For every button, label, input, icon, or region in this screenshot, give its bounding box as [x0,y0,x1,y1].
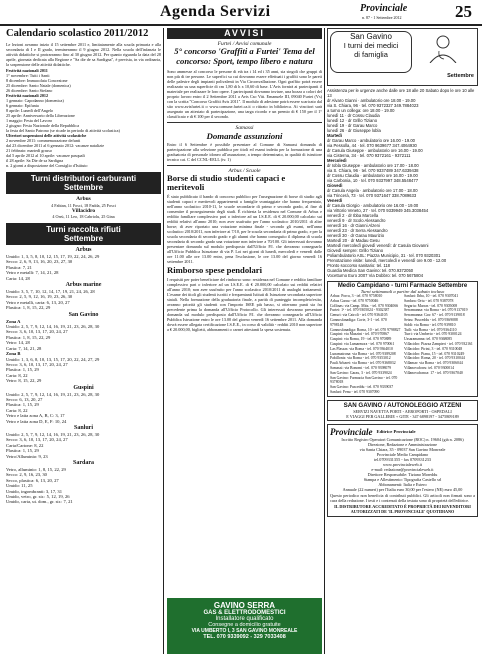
arbus-kicker: Arbus / Scuole [228,167,261,174]
farmacia-entry: Serramanna: via Roma - tel. 070 9137019 [404,308,468,313]
rifiuti-line: Umido: 2, 5, 7, 9, 12, 14, 16, 19, 21, 23, 26, 28, 30 [6,431,100,437]
rifiuti-line: Umido: 3, 5, 7, 10, 12, 14, 17, 19, 21, 24, 26, 28 [6,289,95,295]
farmacia-entry: Gonnosfanadiga: Roma, 10 - tel. 070 9798827 [330,327,401,332]
colophon-head [330,427,475,437]
farmacia-entry: Collinas: via Camp. Mitz. - tel. 070 9304066 [330,303,399,308]
medici-subtitle: di famiglia [354,50,388,59]
colophon-line: Direzione, Redazione e Amministrazione [367,441,438,447]
medici-line: Pronto soccorso sanitario: tel. 118 [327,263,391,268]
farmacia-entry: Sanluri: Ibba, 10 - tel. 070 9307041 [404,294,459,298]
colophon-box [327,424,478,517]
rifiuti-month: Settembre [63,234,104,243]
medici-line: via Pessolla, 44 · tel. 070 9639677 347.4064930 [327,143,417,148]
rifiuti-line: Secco, plastica: 6, 13, 20, 27 [6,477,59,483]
rifiuti-line: Carta: 8, 22 [6,407,28,413]
rifiuti-town: Sanluri [73,424,93,431]
medici-title-box [330,31,412,73]
farmacie-left [330,294,401,395]
rifiuti-town: Arbus marine [65,282,102,289]
section-title: Agenda Servizi [160,3,271,20]
rifiuti-line: Zona A [6,318,21,324]
medici-line: Mercoledì [327,158,347,163]
rifiuti-line: Umido, vetro, gr. str.: 5, 12, 19, 26 [6,494,70,500]
calendar-line: 8 dicembre: Immacolata Concezione [6,78,68,83]
medici-line: venerdì 9 · dr Scolo Alessandro [327,218,386,223]
rifiuti-line: Carta/Cartone: 8, 22 [6,442,44,448]
farmacia-entry: Sanluri: Fenu - tel. 070 9307090 [330,389,380,394]
calendar-line: 8 aprile: Lunedì dell'Angelo [6,108,54,113]
farmacia-entry: Furtei: 1ª - tel. 070 9305024 - 9302387 [330,308,390,313]
medici-line: dr Casula Giuseppe · ambulatorio ore 16.00 - 19.00 [327,148,423,153]
farmacia-entry: Pabillonis: via Roma - tel. 070 9353012 [330,356,391,361]
distributori-town: Arbus [76,196,91,202]
medici-line: via Vittorio Veneto, 27 · tel. 070 9339949 345.3038454 [327,208,429,213]
colophon-line: Abbonamenti: Italia e Estero [378,481,427,487]
medici-town: San Gavino [350,32,392,41]
rifiuti-line: Secco: 3, 6, 10, 13, 17, 20, 24, 27 [6,361,68,367]
rifiuti-town: Guspini [73,384,94,391]
distributori-month: Settembre [63,183,104,192]
medici-line: venerdì 2 · dr Ibba Marcella [327,213,379,218]
farmacia-entry: Villacidro: Roma, 20 - tel. 070 9310044 [404,356,465,361]
farmacia-entry: Sardara: Ortu - tel. 070 9387078 [404,298,454,303]
calendar-line: 21 febbraio: martedì grasso [6,148,52,153]
ad-line2: Consegne a domicilio gratuite [208,622,281,628]
rifiuti-line: Plastica: 1, 15, 29 [6,402,39,408]
rifiuti-town: Arbus [75,247,92,253]
farmacia-entry: Villacidro: Pianu, 15 - tel. 070 9310249 [404,351,465,356]
issue-line: n. 87 - 1 Settembre 2012 [362,15,402,20]
medici-line: lunedì 11 · dr Cossu Claudia [327,113,380,118]
distributori-header [6,172,161,194]
rifiuti-line: Vetro: 8, 15, 22, 29 [6,378,42,384]
farmacia-entry: Lunamatrona: via Roma - tel. 070 9389208 [330,351,396,356]
farmacia-entry: Villanovafranca: 17 - tel. 070 9367040 [404,370,463,375]
farmacia-entry: Guspini: via Lamarmora - tel. 070 970061 [330,341,395,346]
medici-line: dr Casula Giorgio · ambulatorio ore 16.00 - 19.00 [327,203,419,208]
colophon-line: Provinciale Medio Campidano [376,451,429,457]
farmacie-subtitle: Turni settimanali a partire dal sabato incluso [360,289,445,294]
rifiuti-title: Turni raccolta rifiuti [46,225,121,234]
furtei-headline: 5° concorso 'Graffiti a Furtei' Tema del concorso: Sport, tempo libero e natura [174,46,315,66]
farmacia-entry: Setzu: Pusceddu - tel. 070 9369088 [404,317,458,322]
rifiuti-line: Secco: 3, 6, 10, 13, 17, 20, 24, 27 [6,437,68,443]
rifiuti-line: Plastica: 1, 15, 29 [6,448,39,454]
medici-header-box [327,28,478,86]
header [0,0,482,26]
medici-line: Martedì [327,133,342,138]
medici-month: Settembre [447,73,474,79]
medici-line: dr Iobla Giuseppe · ambulatorio ore 17.00 - 18.00 [327,163,419,168]
farmacia-entry: San Gavino: Farmacia San Gavino - tel. 070 9378018 [330,375,398,385]
colophon-line: Annuale (22 numeri) per l'Italia euro 30,00 per l'estero (NE) euro 45,00 [342,486,463,492]
medici-line: venerdì 30 · dr Garau Maurizio [327,233,385,238]
calendar-line: 6 gennaio: Epifania [6,103,39,108]
rifiuti-line: Umido, carta, ut. dom., gr. str.: 7, 21 [6,499,73,505]
medici-line: venerdì 16 · dr Gianni Alzeni [327,223,380,228]
farmacia-entry: Siddi: via Roma - tel. 070 939810 [404,322,456,327]
rifiuti-town: San Gavino [68,311,99,318]
medici-line: Giovedì sempre: Grillo Tiziano [327,248,384,253]
left-column [6,28,161,654]
distributori-town: Villacidro [71,207,96,214]
furtei-body: Sono ammesse al concorso le persone di età tra i 14 ed i 35 anni, sia singoli che gruppi di non più di tre persone. Le superfici su cui dovranno essere effettuati i graffiti sono le pareti delle palestre degli impianti polivalenti in Via Circonvallazione. Ogni graffito potrà essere realizzato su una superficie di cm 1,80 di h x 10,60 di base. L'Avis fornirà ai partecipanti il materiale per realizzare le loro opere. I partecipanti dovranno inviare, una bozza a colori del proprio lavoro entro il 2 Settembre 2011 a Avis Cso Vitt. Emanuele III, 09040 Furtei (Vs) con la scritta "Concorso Graffiti Avis 2011". Il modulo di adesione potrà essere scaricato dal sito www.avisfurtei.it o www.comune.furtei.ca.it o ritirato in biblioteca. Ai vincitori sarà assegnato un attestato di partecipazione, una targa ricordo e un premio di € 150 per il 1° classificato e di € 100 per il secondo. [167,68,322,119]
rifiuti-line: Plastica: 7, 21 [6,264,32,270]
right-column [327,28,478,654]
medici-line: Vocetturno Euro 2007 Via Dobbro: tel. 070 5675804 [327,273,424,278]
rifiuti-line: Umido: 2, 5, 7, 9, 12, 14, 16, 19, 21, 23, 26, 28, 30 [6,391,100,397]
colophon-line: Direttore Responsabile: Tiziano Moreddu [367,471,438,477]
farmacia-entry: Arbus Garau - tel. 070 9750046 [330,298,379,303]
ad-line1: Installatore qualificato [215,616,274,622]
medici-list [327,98,478,278]
calendar-list [6,68,161,168]
medici-line: dr Alvaro Gianni · ambulatorio ore 18.00 - 19.00 [327,98,416,103]
rifiuti-line: Zona B [6,351,21,357]
samassi-headline: Domande assunzioni [206,130,283,141]
colophon-note: Questo periodico non beneficia di contributi pubblici. Gli articoli non firmati sono a cura della redazione. I testi e i contenuti della testata sono di proprietà dell'editrice. [330,492,475,503]
autonoleggio-line1: SERVIZI NAVETTA PORTI - AEROPORTI - OSPEDALI [353,408,452,414]
farmacie-columns [330,294,475,395]
rifiuti-line: Carta: 7, 14, 21, 28 [6,345,42,351]
rifiuti-line: Umido: 1, 3, 6, 8, 10, 13, 15, 17, 20, 22, 24, 27, 29 [6,356,100,362]
calendar-line: 1 maggio: Festa del Lavoro [6,118,53,123]
medici-line: Prenotazione visite: lunedì, mercoledì e venerdì ore 9.00 - 12.00 [327,258,447,263]
rifiuti-town: Sardara [73,460,94,466]
arbus-body: È stato pubblicato il bando di concorso pubblico per l'assegnazione di borse di studio agli studenti capaci e meritevoli appartenenti a famiglie svantaggiate che hanno frequentato, nell'anno scolastico 2010-11, le scuole secondarie di primo e secondo grado, al fine di consentire il proseguimento degli studi. È richiesta la residenza nel Comune di Arbus e reddito familiare complessivo pari o inferiore ad un I.S.E.E. di € 20.000,00 calcolato sui redditi relativi all'anno 2010; non aver usufruito per l'anno scolastico 2010/2011 di altre borse; di aver riportato una votazione minima finale - secondo gli esami, nell'anno scolastico 2010/2011, non inferiore ai 7/10, per le scuola secondaria di primo grado, e per la scuola secondaria di secondo grado e gli alunni che hanno conseguito il diploma di scuola secondaria di secondo grado una votazione non inferiore a 70/100. Gli interessati dovranno presentare domanda sul modulo predisposto dall'Ufficio P.I. che dovranno consegnarlo all'Ufficio Pubblica Istruzione di via P. Loi nei giorni di lunedì, mercoledì e venerdì dalle ore 11.00 alle ore 13.00 entro, pena l'esclusione, le ore 13.00 del giorno venerdì 16 settembre 2011. [167,194,322,265]
farmacia-entry: Tuili: via Roma - tel. 070 9364110 [404,327,457,332]
colophon-logo: Provinciale [330,426,373,437]
medici-line: via Carbonia, 10 · tel. 070 9337997 348.5548477 [327,178,419,183]
distributori-days: 4 Orrù, 11 Leo, 18 Cabriolu, 25 Gina [52,214,115,219]
arbus-headline: Borse di studio studenti capaci e meritevoli [167,172,286,193]
doctor-illustration [418,33,468,63]
rifiuti-line: Secco: 6, 13, 20, 27 [6,396,43,402]
rifiuti-line: Vetro/Alluminio: 9, 23 [6,453,48,459]
calendar-line: il 28 aprile: Sa Die de sa Sardigna [6,158,64,163]
medici-line: lunedì 12 · dr Grillo Tiziano [327,118,378,123]
rifiuti-line: Secco: 2, 6, 9, 13, 16, 20, 23, 27, 30 [6,259,73,265]
farmacia-entry: Turri: via Umberto - tel. 070 9300124 [404,332,462,337]
medici-line: Poliambulatorio ASL: Piazza Municipio, 31 · tel. 070 9320301 [327,253,441,258]
rifiuti-line: Vetro e latta zona D, E, F: 10, 24 [6,418,67,424]
rimborso-body: I requisiti per poter beneficiare del rimborso sono: residenza nel Comune e reddito familiare complessivo pari o inferiore ad un I.S.E.E. di € 20.000,00 calcolato sui redditi relativi all'anno 2010; non aver usufruito per l'anno scolastico 2010/2011 di analoghi trattamenti. L'esame dei titoli gli studenti iscritti e frequentanti Istituti di Istruzione secondaria superiore statali. Nella formazione della graduatoria finale, a parità di punteggio incompleto/esito, avranno priorità gli studenti con l'importo ISEE più basso, si otterrano punti sia fra precedente prima la domanda all'Ufficio Protocollo. Gli interessati dovranno presentare domanda sul modulo predisposto dall'Ufficio P.I. che dovranno consegnarlo all'Ufficio Pubblica Istruzione entro le ore 13.00 del giorno venerdì 16 settembre 2011. Alla domanda dovrà essere allegata certificazione I.S.E.E., in corso di validità - redditi 2010 non superiore a € 20.000,00, biglietti, abbonamenti o carnet attestanti la spesa sostenuta. [167,276,322,332]
medici-line: Giovedì [327,183,343,188]
rifiuti-line: Umido: 11, 25 [6,483,33,489]
rifiuti-header [6,223,161,245]
farmacia-entry: Samassi: via Bonomi - tel. 070 9398079 [330,365,392,370]
medici-line: dr Casula Angela · ambulatorio ore 17.00 - 18.00 [327,188,418,193]
medici-line: via Cisterna, 34 · tel. 070 9372161 - 9372111 [327,153,411,158]
ad-title: GAVINO SERRA [213,601,276,610]
medici-line: via Trincerà, 73 · tel. 070 9371647 338.7089633 [327,193,417,198]
rimborso-headline: Rimborso spese pendolari [167,265,263,276]
middle-column [167,28,322,654]
rifiuti-line: Plastica: 1, 8, 15, 22, 29 [6,305,51,311]
farmacia-entry: Villanovaforru: tel. 070 9300014 [404,365,454,370]
furtei-kicker: Furtei / Avvisi comunale [217,41,272,47]
autonoleggio-title: SAN GAVINO / AUTONOLEGGIO ATZENI [343,401,462,409]
medici-line: venerdì 23 · dr Serra Alessandro [327,228,388,233]
autonoleggio-ad [327,400,478,421]
rifiuti-line: Secco: 3, 6, 10, 13, 17, 20, 24, 27 [6,329,68,335]
rifiuti-line: Umido, ingombranti: 3, 17, 31 [6,488,63,494]
farmacia-entry: San Gavino: Pusceddu - tel. 070 9339037 [330,385,394,390]
farmacie-box [327,281,478,397]
colophon-line: Stampa e Allestimento: Tipografia Castello srl [363,476,442,482]
colophon-line: www.provincialeweb.it [382,461,423,467]
calendar-line: 25 aprile: Anniversario della Liberazione [6,113,75,118]
rifiuti-line: Vetro: 14, 28 [6,340,30,346]
medici-line: via S. Chiara, 96 · tel. 070 9337489 347.6339438 [327,168,419,173]
medici-line: Venerdì [327,198,343,203]
medici-line: dr Cossu Claudia · ambulatorio ore 16.00 - 19.00 [327,173,418,178]
rifiuti-line: Secco: 2, 9, 16, 23, 30 [6,472,47,478]
gavino-serra-ad [167,598,322,654]
samassi-kicker: Samassi [235,124,254,131]
farmacia-entry: Villamar: via Roma - tel. 070 9306044 [404,361,463,366]
calendar-line: 25 dicembre: Santo Natale (domenica) [6,83,71,88]
doctor-icon [418,33,468,63]
medici-title: I turni dei medici [343,41,399,50]
rifiuti-list [6,247,161,505]
colophon-editrice: Editrice Provinciale [376,429,416,435]
ad-line3: VIA UMBERTO I, 3 SAN GAVINO MONREALE [191,628,298,634]
page-number: 25 [455,2,472,21]
farmacia-entry: San Gavino: Garau, 3 - tel. 070 9339024 [330,370,392,375]
calendar-line: Festività nazionali 2011 [6,68,48,73]
ad-sub: GAS & ELETTRODOMESTICI [203,610,286,616]
calendar-line: la festa del Santo Patrono (se ricade in periodo di attività scolastica) [6,128,120,133]
medici-intro: Assistenza per le urgenze anche dalle ore 18 alle 20 Sabato dopo le ore 10 alle 13 [327,88,475,98]
farmacie-title: Medio Campidano - turni Farmacie Settembre [337,283,468,289]
medici-line: lunedì 19 · dr Garau Marco [327,123,378,128]
farmacia-entry: Ussaramanna: tel. 070 9368085 [404,337,453,342]
rifiuti-line: Vetro e metalli: 7, 14, 21, 28 [6,270,59,276]
autonoleggio-line2: E VIAGGI PER GALLERIE + GITE - 347 6898197 - 3475809189 [346,413,459,419]
colophon-line: tel.0709331355 - fax 0709331233 [374,456,431,462]
colophon-line: via Santa Chiara, 35 - 09037 San Gavino Monreale [359,446,446,452]
rifiuti-line: Vetro e latta zona A, B, C: 3, 17 [6,413,65,419]
rifiuti-line: Umido: 2, 5, 7, 9, 12, 14, 16, 19, 21, 23, 26, 28, 30 [6,324,100,330]
calendar-title: Calendario scolastico 2011/2012 [6,28,149,39]
calendar-line: n. 2 giorni a disposizione del Consiglio d'Istituto [6,163,88,168]
rifiuti-line: Vetro e metalli, carta: 6, 13, 20, 27 [6,299,70,305]
calendar-line: 2 novembre 2011: commemorazione defunti [6,138,81,143]
colophon-line: e-mail: redazione@provincialeweb.it [371,466,434,472]
medici-line: lunedì 26 · dr Giuseppe lobla [327,128,381,133]
calendar-intro: Le lezioni avranno inizio il 15 settembre 2011 e, limitatamente alla scuola primaria e alla secondaria di I e II grado, termineranno il 9 giugno 2012. Nella scuola dell'infanzia le attività didattiche si protrarranno fino al 30 giugno 2012. Per quanto riguarda la data del 28 aprile, giornata dedicata alla Regione e "Sa die de sa Sardigna", è prevista, in via ordinaria, la sospensione delle attività didattiche. [6,42,161,67]
farmacia-entry: Segariu: Marras - tel. 070 9305008 [404,303,458,308]
samassi-body: Entro il 6 Settembre è possibile presentare al Comune di Samassi domanda di partecipazione alla selezione pubblica per titoli ed esami indetta per la formazione di una graduatoria di personale idoneo all'assunzione, a tempo determinato, in qualità di istruttore tecnico cat. C del CCNL-EELL (tv. 1) [167,141,322,162]
medici-line: Martedì mercoledì giovedì venerdì: dr Casula Giovanni [327,243,429,248]
logo: Provinciale [360,3,408,14]
farmacia-entry: Guspini: via Roma, 19 - tel. 070 970889 [330,337,392,342]
calendar-line: 1 gennaio: Capodanno (domenica) [6,98,64,103]
rifiuti-line: Vetro, alluminio: 1, 8, 15, 22, 29 [6,467,66,472]
farmacia-entry: Villacidro: Pirini, 3 - tel. 070 9310048 [404,346,463,351]
farmacia-entry: Serramanna: Gav. 67 - tel. 070 9139018 [404,313,465,318]
farmacia-entry: Genuri: via Cairoli - tel. 070 9364105 [330,313,388,318]
farmacia-entry: Guspini: via Mazzini - tel. 070 970867 [330,332,389,337]
calendar-line: Festività nazionali 2012 [6,93,49,98]
distributori-title: Turni distributori carburanti [30,174,137,183]
avvisi-header: AVVISI [167,28,322,39]
calendar-line: Ulteriori sospensioni delle attività scolastiche [6,133,87,138]
medici-line: a turno un collega: ore 18.00 - 19.00 [327,108,395,113]
calendar-line: dal 23 dicembre 2011 al 6 gennaio 2012: vacanze natalizie [6,143,105,148]
colophon-footer: IL DISTRIBUTORE ACCREDITATO È PROPRIETÀ DEI RIVENDITORI AUTORIZZATI DE 'IL PROVINCIALE' QUOTIDIANO [334,503,471,514]
distributori-days: 4 Fabian, 11 Fosci, 18 Fadda, 25 Fosci [51,202,116,208]
calendar-line: dal 5 aprile 2012 al 10 aprile: vacanze pasquali [6,153,85,158]
colophon-list [330,442,475,492]
medici-line: via S. Chiara, 96 · tel. 070 9372327 349.7884023 [327,103,419,108]
rifiuti-line: Plastica: 1, 15, 29 [6,367,39,373]
colophon-reg: Iscritto Registro Operatori Comunicazione (ROC) n. 19604 (già n. 2086) [341,436,464,442]
rifiuti-line: Plastica: 1, 8, 15, 22, 29 [6,334,51,340]
farmacia-entry: Arbus: Porru, 3 - tel. 070 9758010 [330,294,383,298]
calendar-line: 26 dicembre: Santo Stefano [6,88,53,93]
medici-line: Martedì 20 · dr Madau Gesu [327,238,380,243]
rifiuti-line: Carta: 8, 22 [6,372,28,378]
farmacia-entry: Las Plassas: via Roma - tel. 070 9364010 [330,346,393,351]
farmacia-entry: Gonnosfanadiga: Corte, 3-1 - tel. 070 9798148 [330,317,387,327]
medici-line: dr Garau Marco · ambulatorio ore 16.00 - 19.00 [327,138,415,143]
farmacia-entry: Pauli Arbarei: via Roma - tel. 070 9368032 [330,361,396,366]
farmacia-entry: Villacidro: Piazza Zampieri - tel. 070 932161 [404,341,473,346]
rifiuti-line: Secco: 2, 5, 9, 12, 16, 19, 23, 26, 30 [6,294,73,300]
rifiuti-line: Carta: 14, 28 [6,275,30,281]
distributori-list [6,196,161,219]
farmacie-right [404,294,475,395]
calendar-line: 2 giugno: Festa Nazionale della Repubblica [6,123,80,128]
ad-line4: TEL. 070 9339092 - 329 7033408 [203,634,286,640]
calendar-line: 1° novembre: Tutti i Santi [6,73,50,78]
medici-line: Guardia Medica San Gavino: tel. 070.9372050 [327,268,414,273]
rifiuti-line: Umido: 1, 3, 5, 8, 10, 12, 15, 17, 19, 22, 24, 26, 29 [6,254,100,259]
